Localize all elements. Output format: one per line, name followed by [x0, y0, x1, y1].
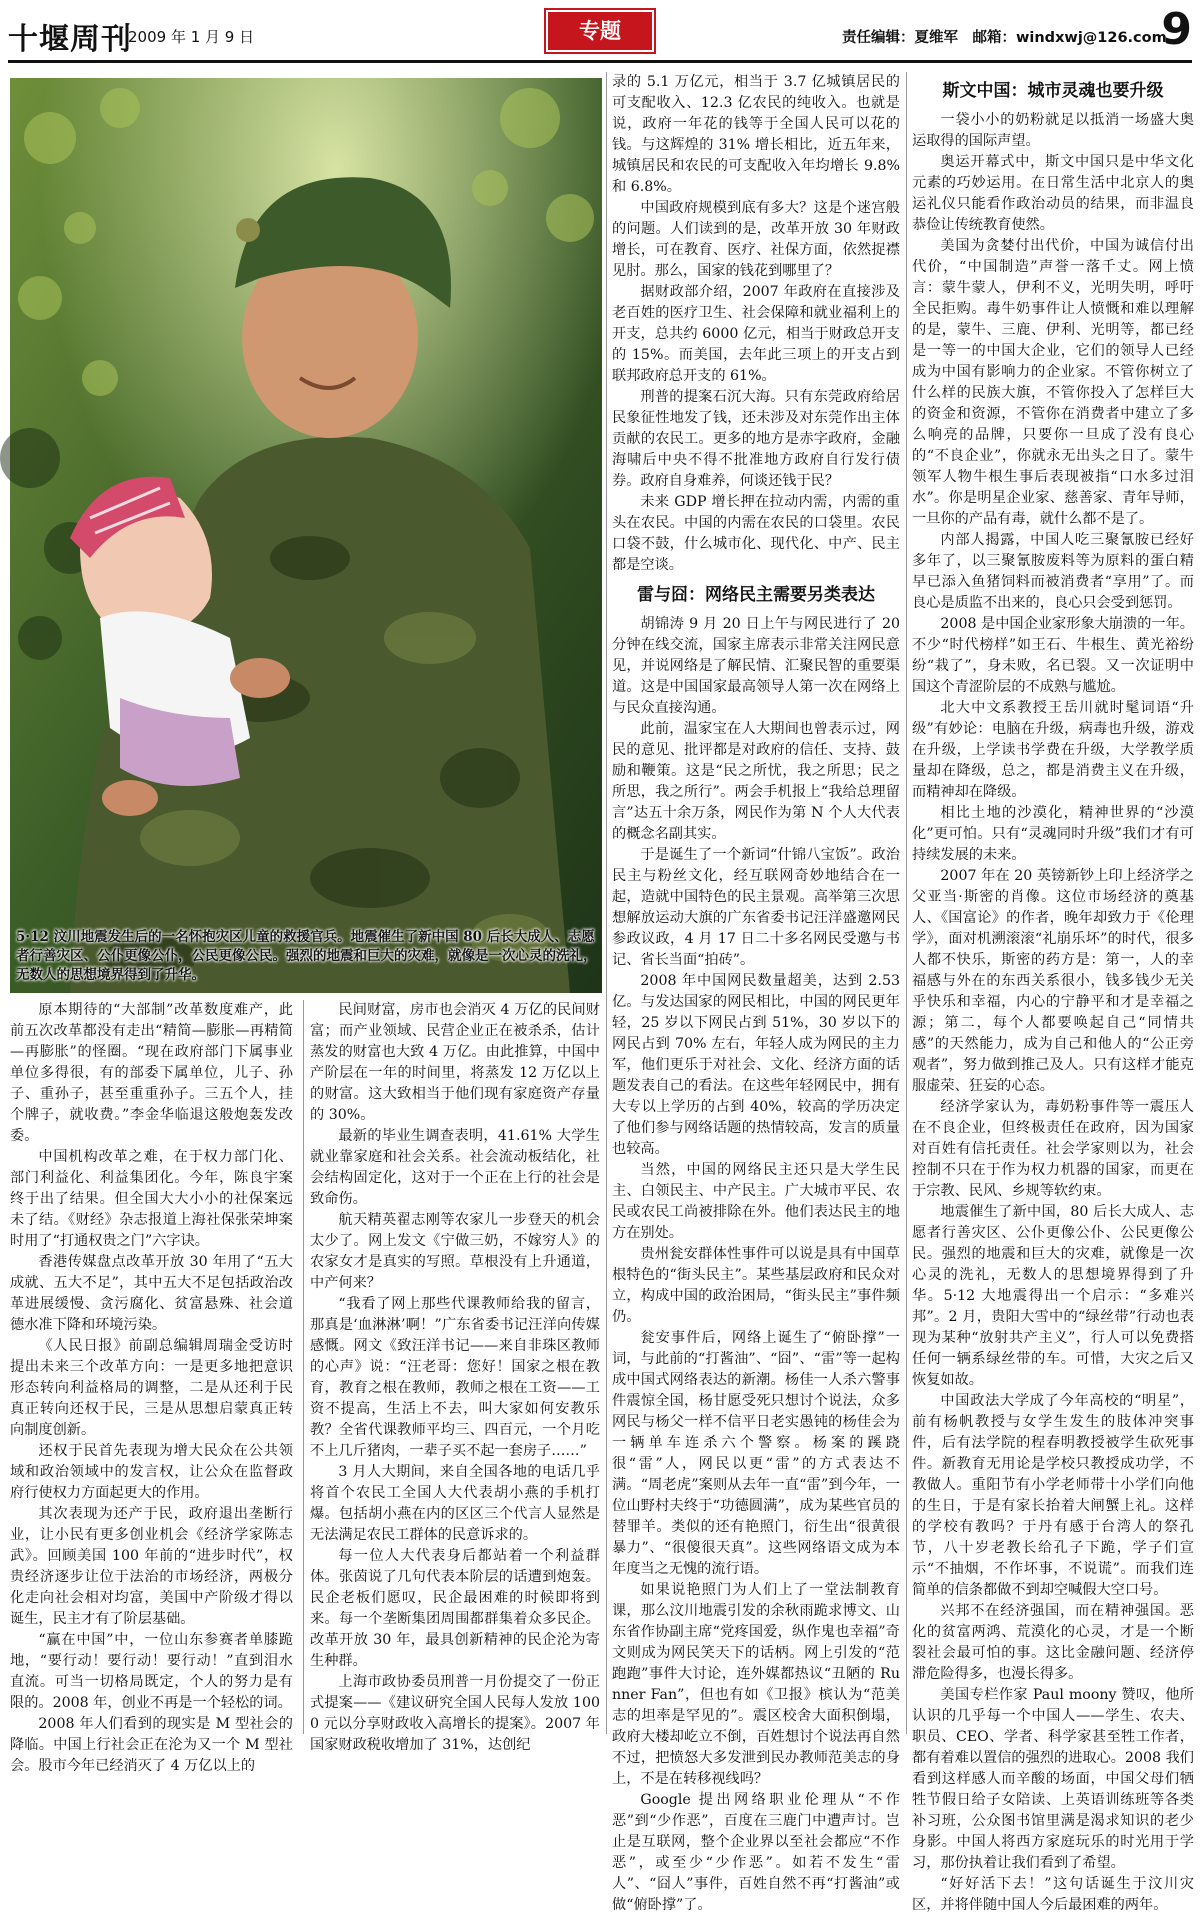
news-photo: [10, 78, 602, 993]
paragraph: “赢在中国”中，一位山东参赛者单膝跪地，“要行动！要行动！要行动！”直到泪水直流。可当一切格局既定，个人的努力是有限的。2008 年，创业不再是一个轻松的词。: [10, 1632, 293, 1711]
paragraph: 经济学家认为，毒奶粉事件等一震压人在不良企业，但终极责任在政府，因为国家对百姓有信托责任。社会学家则以为，社会控制不只在于作为权力机器的国家，而更在于宗教、民风、乡规等软约束。: [912, 1099, 1194, 1199]
masthead: [0, 0, 1200, 62]
paragraph: 民间财富，房市也会消灭 4 万亿的民间财富；而产业领域、民营企业正在被杀杀，估计蒸发的财富也大致 4 万亿。由此推算，中国中产阶层在一年的时间里，将蒸发 12 万亿以上的财富。这大致相当于他们现有家庭资产存量的 30%。: [310, 1002, 600, 1123]
paragraph: 未来 GDP 增长押在拉动内需，内需的重头在农民。中国的内需在农民的口袋里。农民口袋不鼓，什么城市化、现代化、中产、民主都是空谈。: [612, 494, 900, 573]
paragraph: 其次表现为还产于民，政府退出垄断行业，让小民有更多创业机会《经济学家陈志武》。回顾美国 100 年前的“进步时代”，权贵经济逐步让位于法治的市场经济，两极分化走向社会相对均富，美国中产阶级才得以诞生，民主才有了阶层基础。: [10, 1506, 293, 1627]
paragraph: 瓮安事件后，网络上诞生了“俯卧撑”一词，与此前的“打酱油”、“囧”、“雷”等一起构成中国式网络表达的新潮。杨佳一人杀六警事件震惊全国，杨甘愿受死只想讨个说法，众多网民与杨父一样不信平日老实愚钝的杨佳会为一辆单车连杀六个警察。杨案的蹊跷很“雷”人，网民以更“雷”的方式表达不满。“周老虎”案则从去年一直“雷”到今年，一位山野村夫终于“功德圆满”，成为某些官员的替罪羊。类似的还有艳照门，衍生出“很黄很暴力”、“很傻很天真”。这些网络语文成为本年度当之无愧的流行语。: [612, 1330, 900, 1577]
paragraph: 内部人揭露，中国人吃三聚氰胺已经好多年了，以三聚氰胺废料等为原料的蛋白精早已添入鱼猪饲料而被消费者“享用”了。而良心是质监不出来的，良心只会受到惩罚。: [912, 532, 1194, 611]
page-number: 9: [1161, 4, 1192, 55]
paragraph: 原本期待的“大部制”改革数度难产，此前五次改革都没有走出“精简—膨胀—再精简—再膨胀”的怪圈。“现在政府部门下属事业单位多得很，有的部委下属单位，儿子、孙子、重孙子，甚至重重孙子。三五个人，挂个牌子，就收费。”李金华临退这般炮轰发改委。: [10, 1002, 293, 1144]
column-divider: [606, 72, 607, 1734]
paragraph: “我看了网上那些代课教师给我的留言，那真是‘血淋淋’啊！”广东省委书记汪洋向传媒感慨。网文《致汪洋书记——来自非珠区教师的心声》说：“汪老哥：您好！国家之根在教育，教育之根在教师，教师之根在工资——工资不提高，生活上不去，叫大家如何安教乐教？全省代课教师平均三、四百元，一个月吃不上几斤猪肉，一辈子买不起一套房子……”: [310, 1296, 600, 1459]
paragraph: 奥运开幕式中，斯文中国只是中华文化元素的巧妙运用。在日常生活中北京人的奥运礼仪只能看作政治动员的结果，而非温良恭俭让传统教育使然。: [912, 154, 1194, 233]
paragraph: 据财政部介绍，2007 年政府在直接涉及老百姓的医疗卫生、社会保障和就业福利上的开支，总共约 6000 亿元，相当于财政总开支的 15%。而美国，去年此三项上的开支占到联邦政府总开支的 61%。: [612, 284, 900, 384]
section-badge: 专题: [546, 10, 654, 52]
paragraph: 贵州瓮安群体性事件可以说是具有中国草根特色的“街头民主”。某些基层政府和民众对立，构成中国的政治困局，“街头民主”事件频仍。: [612, 1246, 900, 1325]
paragraph: 航天精英翟志刚等农家儿一步登天的机会太少了。网上发文《宁做三奶，不嫁穷人》的农家女才是真实的写照。草根没有上升通道，中产何来？: [310, 1212, 600, 1291]
newspaper-title: 十堰周刊: [8, 22, 132, 57]
issue-date: 2009 年 1 月 9 日: [128, 28, 255, 46]
paragraph: 中国政府规模到底有多大？这是个迷宫般的问题。人们读到的是，改革开放 30 年财政增长，可在教育、医疗、社保方面，依然捉襟见肘。那么，国家的钱花到哪里了？: [612, 200, 900, 279]
paragraph: 2007 年在 20 英镑新钞上印上经济学之父亚当·斯密的肖像。这位市场经济的奠基人、《国富论》的作者，晚年却致力于《伦理学》，面对机溯滚滚“礼崩乐坏”的时代，很多人都不快乐，斯密的药方是：第一，人的幸福感与外在的东西关系很小，钱多钱少无关乎快乐和幸福，内心的宁静平和才是幸福之源；第二，每个人都要唤起自己“同情共感”的天然能力，成为自己和他人的“公正旁观者”，努力做到推己及人。只有这样才能克服虚荣、狂妄的心态。: [912, 868, 1194, 1094]
article-headline-siwen: 斯文中国：城市灵魂也要升级: [942, 81, 1164, 101]
article-column-2: [310, 1000, 600, 1753]
paragraph: 中国机构改革之难，在于权力部门化、部门利益化、利益集团化。今年，陈良宇案终于出了结果。但全国大大小小的社保案远未了结。《财经》杂志报道上海社保张荣坤案时用了“打通权贵之门”六字诀。: [10, 1149, 293, 1249]
paragraph: 《人民日报》前副总编辑周瑞金受访时提出未来三个改革方向：一是更多地把意识形态转向利益格局的调整，二是从还利于民真正转向还权于民，三是从思想启蒙真正转向制度创新。: [10, 1338, 293, 1438]
paragraph: 香港传媒盘点改革开放 30 年用了“五大成就、五大不足”，其中五大不足包括政治改革进展缓慢、贪污腐化、贫富悬殊、社会道德水准下降和环境污染。: [10, 1254, 293, 1333]
paragraph: 此前，温家宝在人大期间也曾表示过，网民的意见、批评都是对政府的信任、支持、鼓励和鞭策。这是“民之所忧，我之所思；民之所思，我之所行”。两会手机报上“我给总理留言”达五十余万条，网民作为第 N 个人大代表的概念名副其实。: [612, 721, 900, 842]
paragraph: 美国专栏作家 Paul moony 赞叹，他所认识的几乎每一个中国人——学生、农夫、职员、CEO、学者、科学家甚至牲工作者，都有着难以置信的强烈的进取心。2008 我们看到这样感人而辛酸的场面，中国父母们牺牲节假日给子女陪读、上英语训练班等各类补习班，公众图书馆里满是渴求知识的老少身影。中国人将西方家庭玩乐的时光用于学习，那份执着让我们看到了希望。: [912, 1687, 1194, 1871]
column-divider: [906, 72, 907, 1734]
photo-caption: 5·12 汶川地震发生后的一名怀抱灾区儿童的救援官兵。地震催生了新中国 80 后长大成人、志愿者行善灾区、公仆更像公仆，公民更像公民。强烈的地震和巨大的灾难，就像是一次心灵的洗礼，无数人的思想境界得到了升华。: [16, 929, 597, 983]
paragraph: 美国为贪婪付出代价，中国为诚信付出代价，“中国制造”声誉一落千丈。网上愤言：蒙牛蒙人，伊利不义，光明失明，呼吁全民拒购。毒牛奶事件让人愤慨和难以理解的是，蒙牛、三鹿、伊利、光明等，都已经是一等一的中国大企业，它们的领导人已经成为中国有影响力的企业家。不管你树立了什么样的民族大旗，不管你投入了怎样巨大的资金和资源，不管你在消费者中建立了多么响亮的品牌，只要你一旦成了没有良心的“不良企业”，你就永无出头之日了。蒙牛领军人物牛根生事后表现被指“口水多过泪水”。你是明星企业家、慈善家、青年导师，一旦你的产品有毒，就什么都不是了。: [912, 238, 1194, 527]
paragraph: 2008 年中国网民数量超美，达到 2.53 亿。与发达国家的网民相比，中国的网民更年轻，25 岁以下网民占到 51%，30 岁以下的网民占到 70% 左右，年轻人成为网民的主力军，他们更乐于对社会、文化、经济方面的话题发表自己的看法。在这些年轻网民中，拥有大专以上学历的占到 40%，较高的学历决定了他们参与网络话题的热情较高，发言的质量也较高。: [612, 973, 900, 1157]
paragraph: 胡锦涛 9 月 20 日上午与网民进行了 20 分钟在线交流，国家主席表示非常关注网民意见，并说网络是了解民情、汇聚民智的重要渠道。这是中国国家最高领导人第一次在网络上与民众直接沟通。: [612, 616, 900, 716]
article-headline-leida: 雷与囧：网络民主需要另类表达: [637, 585, 875, 605]
paragraph: 录的 5.1 万亿元，相当于 3.7 亿城镇居民的可支配收入、12.3 亿农民的纯收入。也就是说，政府一年花的钱等于全国人民可以花的钱。与这辉煌的 31% 增长相比，近五年来，城镇居民和农民的可支配收入年均增长 9.8% 和 6.8%。: [612, 74, 900, 195]
paragraph: 一袋小小的奶粉就足以抵消一场盛大奥运取得的国际声望。: [912, 112, 1194, 149]
paragraph: 北大中文系教授王岳川就时髦词语“升级”有妙论：电脑在升级，病毒也升级，游戏在升级，上学读书学费在升级，大学教学质量却在降级，总之，都是消费主义在升级，而精神却在降级。: [912, 700, 1194, 800]
masthead-rule: [8, 60, 1192, 63]
paragraph: 3 月人大期间，来自全国各地的电话几乎将首个农民工全国人大代表胡小燕的手机打爆。包括胡小燕在内的区区三个代言人显然是无法满足农民工群体的民意诉求的。: [310, 1464, 600, 1543]
paragraph: 相比土地的沙漠化，精神世界的“沙漠化”更可怕。只有“灵魂同时升级”我们才有可持续发展的未来。: [912, 805, 1194, 863]
paragraph: 每一位人大代表身后都站着一个利益群体。张茵说了几句代表本阶层的话遭到炮轰。民企老板们愿叹，民企最困难的时候即将到来。每一个垄断集团周围都群集着众多民企。改革开放 30 年，最具创新精神的民企沦为寄生种群。: [310, 1548, 600, 1669]
editor-info: 责任编辑：夏维军 邮箱：windxwj@126.com: [842, 30, 1167, 46]
article-column-4: [912, 72, 1194, 1913]
paragraph: 兴邦不在经济强国，而在精神强国。恶化的贫富两鸿、荒漠化的心灵，才是一个断裂社会最可怕的事。这比金融问题、经济停滞危险得多，也漫长得多。: [912, 1603, 1194, 1682]
paragraph: 如果说艳照门为人们上了一堂法制教育课，那么汶川地震引发的余秋雨跪求博文、山东省作协副主席“党疼国爱，纵作鬼也幸福”奇文则成为网民笑天下的话柄。网上引发的“范跑跑”事件大讨论，连外媒都热议“丑陋的 Runner Fan”，但也有如《卫报》槟认为“范美志的坦率是罕见的”。震区校舍大面积倒塌，政府大楼却屹立不倒，百姓想讨个说法再自然不过，把愤怒大多发泄到民办教师范美志的身上，不是在转移视线吗？: [612, 1582, 900, 1787]
paragraph: 最新的毕业生调查表明，41.61% 大学生就业靠家庭和社会关系。社会流动板结化，社会结构固定化，这对于一个正在上行的社会是致命伤。: [310, 1128, 600, 1207]
article-column-3: [612, 72, 900, 1913]
paragraph: 中国政法大学成了今年高校的“明星”，前有杨帆教授与女学生发生的肢体冲突事件，后有法学院的程春明教授被学生砍死事件。新教育无用论是学校只教授成功学，不教做人。重阳节有小学老师带十小学们向他的生日，于是有家长抬着大闸蟹上礼。这样的学校有教吗？于丹有感于台湾人的祭孔节，八十岁老教长给孔子下跪，学子们宣示“不抽烟，不作坏事，不说谎”。而我们连简单的信条都做不到却空喊假大空口号。: [912, 1393, 1194, 1598]
paragraph: 上海市政协委员刑普一月份提交了一份正式提案——《建议研究全国人民每人发放 1000 元以分享财政收入高增长的提案》。2007 年国家财政税收增加了 31%，达创纪: [310, 1674, 600, 1753]
article-column-1: [10, 1000, 293, 1774]
paragraph: Google 提出网络职业伦理从“不作恶”到“少作恶”，百度在三鹿门中遭声讨。岂止是互联网，整个企业界以至社会都应“不作恶”，或至少“少作恶”。如若不发生“雷人”、“囧人”事件，百姓自然不再“打酱油”或做“俯卧撑”了。: [612, 1792, 900, 1913]
paragraph: 还权于民首先表现为增大民众在公共领域和政治领域中的发言权，让公众在监督政府行使权力方面起更大的作用。: [10, 1443, 293, 1501]
paragraph: 于是诞生了一个新词“什锦八宝饭”。政治民主与粉丝文化，经互联网奇妙地结合在一起，造就中国特色的民主景观。高举第三次思想解放运动大旗的广东省委书记汪洋盛邀网民参政议政，4 月 17 日二十多名网民受邀与书记、省长当面“拍砖”。: [612, 847, 900, 968]
paragraph: “好好活下去！”这句话诞生于汶川灾区，并将伴随中国人今后最困难的两年。: [912, 1876, 1194, 1913]
soldier-holding-baby-photo: [10, 78, 602, 993]
paragraph: 刑普的提案石沉大海。只有东莞政府给居民象征性地发了钱，还未涉及对东莞作出主体贡献的农民工。更多的地方是赤字政府，金融海啸后中央不得不批准地方政府自行发行债券。政府自身难养，何谈还钱于民？: [612, 389, 900, 489]
paragraph: 2008 是中国企业家形象大崩溃的一年。不少“时代榜样”如王石、牛根生、黄光裕纷纷“栽了”，身未败，名已裂。又一次证明中国这个青涩阶层的不成熟与尴尬。: [912, 616, 1194, 695]
paragraph: 当然，中国的网络民主还只是大学生民主、白领民主、中产民主。广大城市平民、农民或农民工尚被排除在外。他们表达民主的地方在别处。: [612, 1162, 900, 1241]
column-divider: [303, 1000, 304, 1734]
paragraph: 地震催生了新中国，80 后长大成人、志愿者行善灾区、公仆更像公仆、公民更像公民。强烈的地震和巨大的灾难，就像是一次心灵的洗礼，无数人的思想境界得到了升华。5·12 大地震得出一个启示：“多难兴邦”。2 月，贵阳大雪中的“绿丝带”行动也表现为某种“放射共产主义”，行人可以免费搭任何一辆系绿丝带的车。可惜，大灾之后又恢复如故。: [912, 1204, 1194, 1388]
paragraph: 2008 年人们看到的现实是 M 型社会的降临。中国上行社会正在沦为又一个 M 型社会。股市今年已经消灭了 4 万亿以上的: [10, 1716, 293, 1774]
